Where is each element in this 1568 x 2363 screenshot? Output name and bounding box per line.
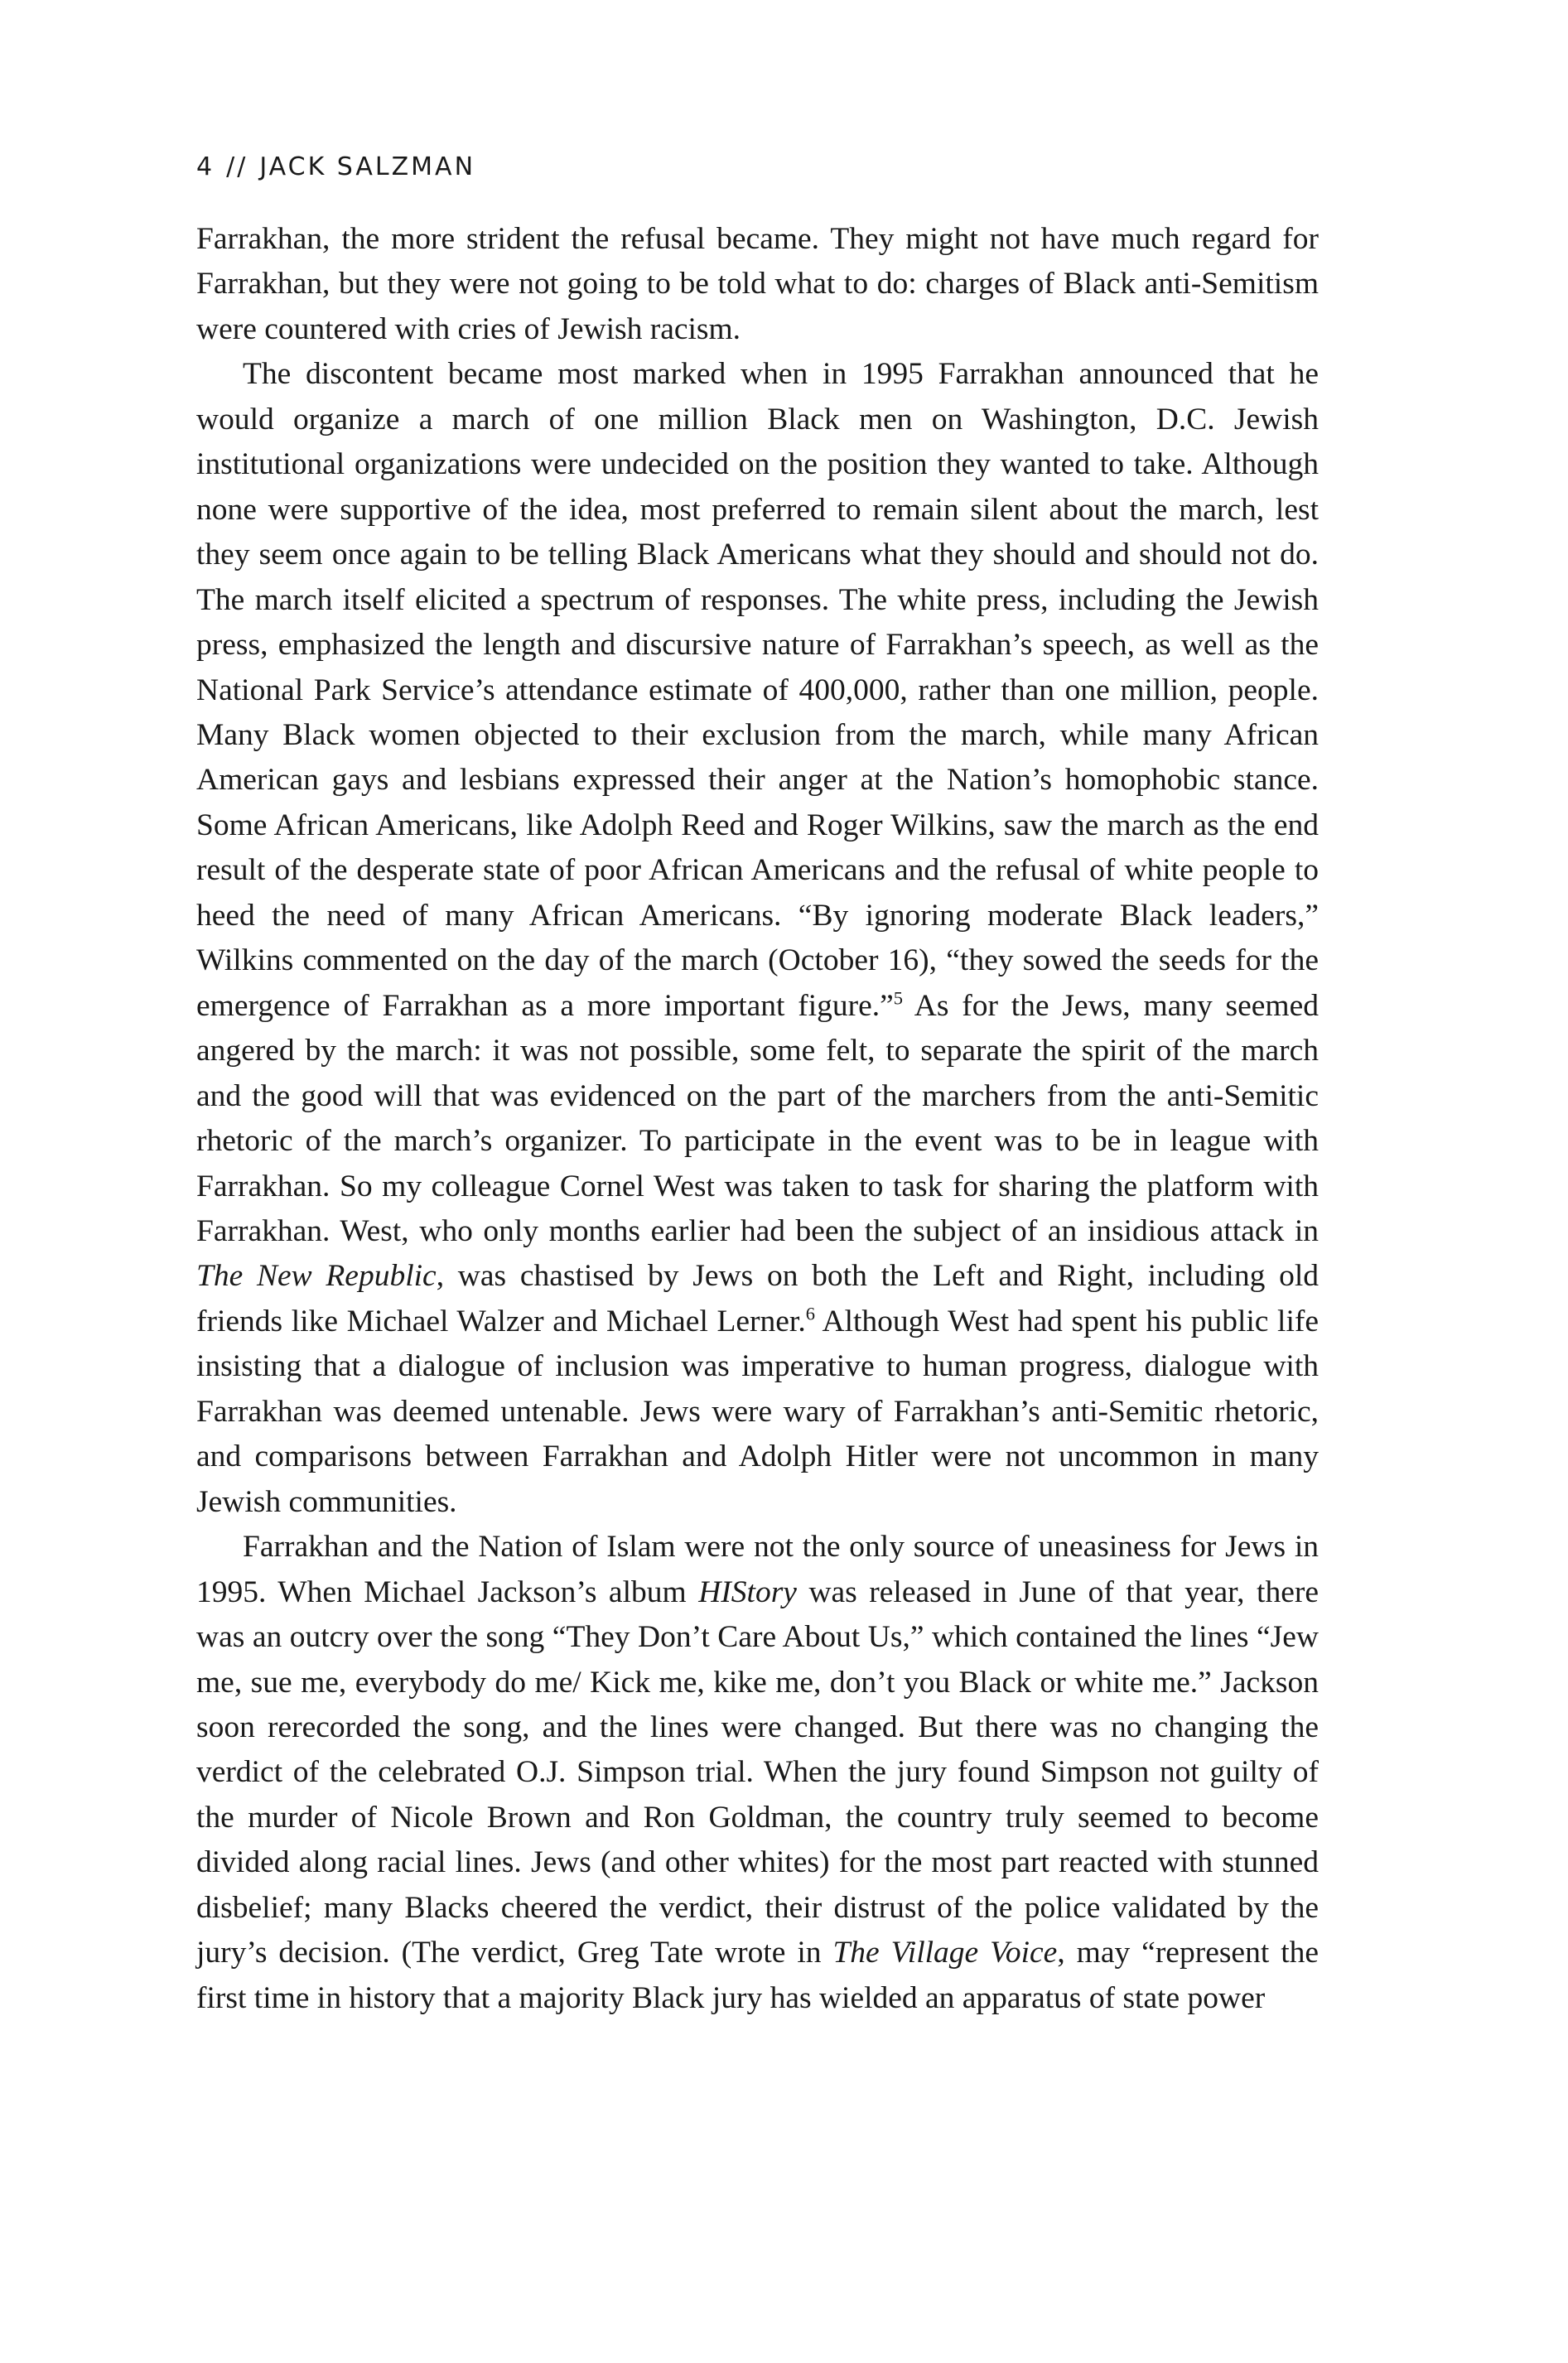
paragraph-3-text-c: , may “represent the first time in history that a majority Black jury has wielded an apparatus of state power bbox=[196, 1936, 1320, 2015]
paragraph-3-text-b: was released in June of that year, there was an outcry over the song “They Don’t Care About Us,” which contained the lines “Jew me, sue me, everybody do me/ Kick me, kike me, don’t you Black or white me.” Jackson soon rerecorded the song, and the lines were changed. But there was no changing the verdict of the celebrated O.J. Simpson trial. When the jury found Simpson not guilty of the murder of Nicole Brown and Ron Goldman, the country truly seemed to become divided along racial lines. Jews (and other whites) for the most part reacted with stunned disbelief; many Blacks cheered the verdict, their distrust of the police validated by the jury’s decision. (The verdict, Greg Tate wrote in bbox=[196, 1575, 1319, 1970]
paragraph-2 bbox=[196, 352, 1319, 1525]
paragraph-1 bbox=[196, 217, 1319, 352]
title-history-album: HIStory bbox=[698, 1575, 797, 1609]
paragraph-3-text-a: Farrakhan and the Nation of Islam were not the only source of uneasiness for Jews in 1995. When Michael Jackson’s album bbox=[196, 1530, 1319, 1609]
paragraph-2-text-b: As for the Jews, many seemed angered by the march: it was not possible, some felt, to separate the spirit of the march and the good will that was evidenced on the part of the marchers from the anti-Semitic rhetoric of the march’s organizer. To participate in the event was to be in league with Farrakhan. So my colleague Cornel West was taken to task for sharing the platform with Farrakhan. West, who only months earlier had been the subject of an insidious attack in bbox=[196, 988, 1319, 1248]
paragraph-1-text: Farrakhan, the more strident the refusal became. They might not have much regard for Farrakhan, but they were not going to be told what to do: charges of Black anti-Semitism were countered with cries of Jewish racism. bbox=[196, 222, 1319, 346]
paragraph-3 bbox=[196, 1525, 1319, 2021]
title-the-village-voice: The Village Voice bbox=[832, 1936, 1058, 1970]
footnote-ref-5: 5 bbox=[893, 987, 904, 1009]
title-the-new-republic: The New Republic bbox=[196, 1259, 437, 1294]
paragraph-2-text-a: The discontent became most marked when in 1995 Farrakhan announced that he would organize a march of one million Black men on Washington, D.C. Jewish institutional organizations were undecided on the position they wanted to take. Although none were supportive of the idea, most preferred to remain silent about the march, lest they seem once again to be telling Black Americans what they should and should not do. The march itself elicited a spectrum of responses. The white press, including the Jewish press, emphasized the length and discursive nature of Farrakhan’s speech, as well as the National Park Service’s attendance estimate of 400,000, rather than one million, people. Many Black women objected to their exclusion from the march, while many African American gays and lesbians expressed their anger at the Nation’s homophobic stance. Some African Americans, like Adolph Reed and Roger Wilkins, saw the march as the end result of the desperate state of poor African Americans and the refusal of white people to heed the need of many African Americans. “By ignoring moderate Black leaders,” Wilkins commented on the day of the march (October 16), “they sowed the seeds for the emergence of Farrakhan as a more important figure.” bbox=[196, 357, 1319, 1023]
author-name: JACK SALZMAN bbox=[259, 152, 476, 181]
page-number: 4 bbox=[196, 152, 215, 181]
running-header bbox=[196, 152, 475, 181]
header-separator: // bbox=[226, 152, 248, 181]
paragraph-2-text-d: Although West had spent his public life insisting that a dialogue of inclusion was imperative to human progress, dialogue with Farrakhan was deemed untenable. Jews were wary of Farrakhan’s anti-Semitic rhetoric, and comparisons between Farrakhan and Adolph Hitler were not uncommon in many Jewish communities. bbox=[196, 1304, 1320, 1519]
paragraph-2-text-c: , was chastised by Jews on both the Left and Right, including old friends like Michael Walzer and Michael Lerner. bbox=[196, 1259, 1319, 1338]
body-text bbox=[196, 217, 1319, 2021]
footnote-ref-6: 6 bbox=[805, 1303, 815, 1324]
